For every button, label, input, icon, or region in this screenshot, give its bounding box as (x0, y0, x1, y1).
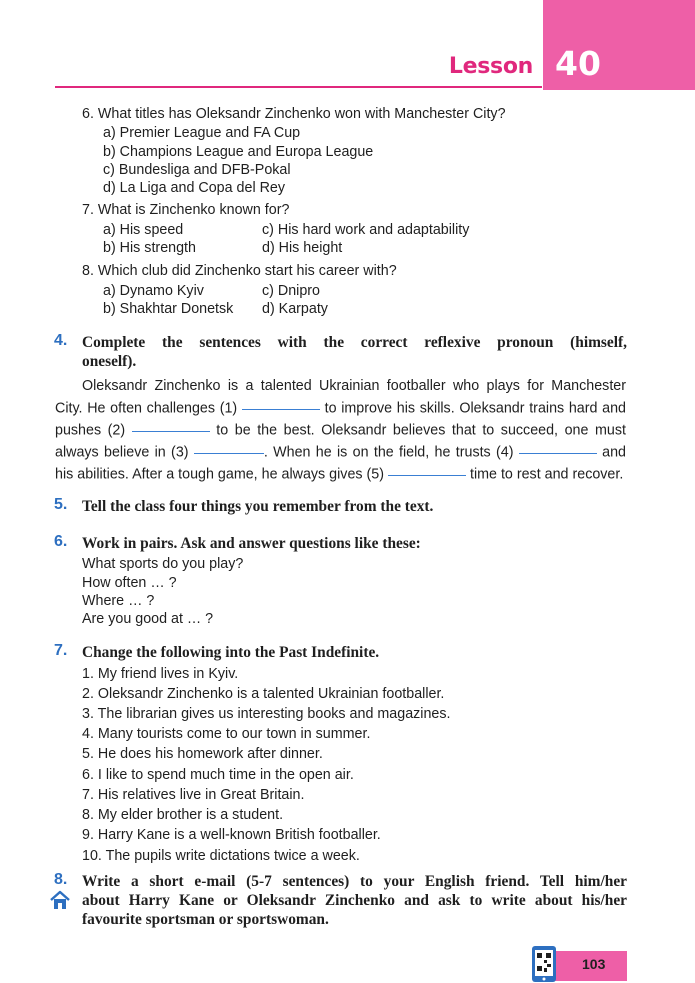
task-8-line2: about Harry Kane or Oleksandr Zinchenko and ask to write about his/her (82, 892, 627, 909)
lesson-number: 40 (555, 44, 601, 83)
task-8-line3: favourite sportsman or sportswoman. (82, 911, 329, 928)
task-4-instruction-line1: Complete the sentences with the correct reflexive pronoun (himself, (82, 334, 627, 351)
question-6-option-d: d) La Liga and Copa del Rey (103, 180, 286, 196)
question-7-option-c: c) His hard work and adaptability (262, 222, 470, 238)
task-6-question: Where … ? (82, 593, 155, 609)
question-7-option-b: b) His strength (103, 240, 196, 256)
task-7-instruction: Change the following into the Past Indefinite. (82, 644, 380, 661)
question-8-option-b: b) Shakhtar Donetsk (103, 301, 234, 317)
text-fragment: . When he is on the field, he trusts (4) (263, 444, 514, 461)
task-7-sentence: 6. I like to spend much time in the open air. (82, 767, 354, 783)
text-fragment: always believe in (3) (55, 444, 189, 461)
blank-1[interactable] (242, 395, 320, 410)
text-fragment: pushes (2) (55, 422, 126, 439)
task-8-number: 8. (54, 871, 68, 888)
text-line (55, 441, 626, 463)
home-icon (49, 889, 71, 911)
blank-4[interactable] (519, 439, 597, 454)
blank-5[interactable] (388, 461, 466, 476)
text-line (55, 375, 626, 397)
task-7-sentence: 1. My friend lives in Kyiv. (82, 666, 239, 682)
question-6-option-b: b) Champions League and Europa League (103, 144, 374, 160)
task-7-sentence: 10. The pupils write dictations twice a week. (82, 848, 360, 864)
task-4-number: 4. (54, 332, 68, 349)
text-line (55, 397, 626, 419)
task-7-number: 7. (54, 642, 68, 659)
task-6-instruction: Work in pairs. Ask and answer questions like these: (82, 535, 421, 552)
task-5-instruction: Tell the class four things you remember from the text. (82, 498, 434, 515)
text-line (55, 463, 626, 485)
task-6-question: Are you good at … ? (82, 611, 214, 627)
blank-2[interactable] (132, 417, 210, 432)
task-7-sentence: 9. Harry Kane is a well-known British footballer. (82, 827, 381, 843)
task-7-sentence: 4. Many tourists come to our town in summer. (82, 726, 371, 742)
text-fragment: and (602, 444, 626, 461)
question-6-option-c: c) Bundesliga and DFB-Pokal (103, 162, 291, 178)
text-fragment: City. He often challenges (1) (55, 400, 238, 417)
task-7-sentence: 3. The librarian gives us interesting books and magazines. (82, 706, 451, 722)
header-divider (55, 86, 542, 88)
lesson-label: Lesson (448, 54, 533, 79)
question-7: 7. What is Zinchenko known for? (82, 202, 290, 218)
question-8-option-d: d) Karpaty (262, 301, 328, 317)
text-fragment: his abilities. After a tough game, he always gives (5) (55, 466, 384, 483)
text-fragment: to be the best. Oleksandr believes that to succeed, one must (216, 422, 626, 439)
task-6-question: What sports do you play? (82, 556, 244, 572)
task-6-number: 6. (54, 533, 68, 550)
task-7-sentence: 5. He does his homework after dinner. (82, 746, 323, 762)
task-4-instruction-line2: oneself). (82, 353, 137, 370)
question-8-option-c: c) Dnipro (262, 283, 320, 299)
task-7-sentence: 7. His relatives live in Great Britain. (82, 787, 305, 803)
text-fragment: time to rest and recover. (469, 466, 624, 483)
qr-phone-icon (531, 945, 557, 983)
text-line (55, 419, 626, 441)
page-number: 103 (582, 956, 606, 972)
task-7-sentence: 8. My elder brother is a student. (82, 807, 284, 823)
task-6-question: How often … ? (82, 575, 177, 591)
question-6: 6. What titles has Oleksandr Zinchenko won with Manchester City? (82, 106, 506, 122)
question-7-option-d: d) His height (262, 240, 343, 256)
question-8-option-a: a) Dynamo Kyiv (103, 283, 204, 299)
question-8: 8. Which club did Zinchenko start his career with? (82, 263, 397, 279)
task-8-line1: Write a short e-mail (5-7 sentences) to your English friend. Tell him/her (82, 873, 627, 890)
task-7-sentence: 2. Oleksandr Zinchenko is a talented Ukrainian footballer. (82, 686, 445, 702)
question-6-option-a: a) Premier League and FA Cup (103, 125, 301, 141)
blank-3[interactable] (194, 439, 264, 454)
text-fragment: to improve his skills. Oleksandr trains hard and (324, 400, 627, 417)
text-fragment: Oleksandr Zinchenko is a talented Ukrainian footballer who plays for Manchester (82, 378, 626, 394)
task-5-number: 5. (54, 496, 68, 513)
question-7-option-a: a) His speed (103, 222, 184, 238)
